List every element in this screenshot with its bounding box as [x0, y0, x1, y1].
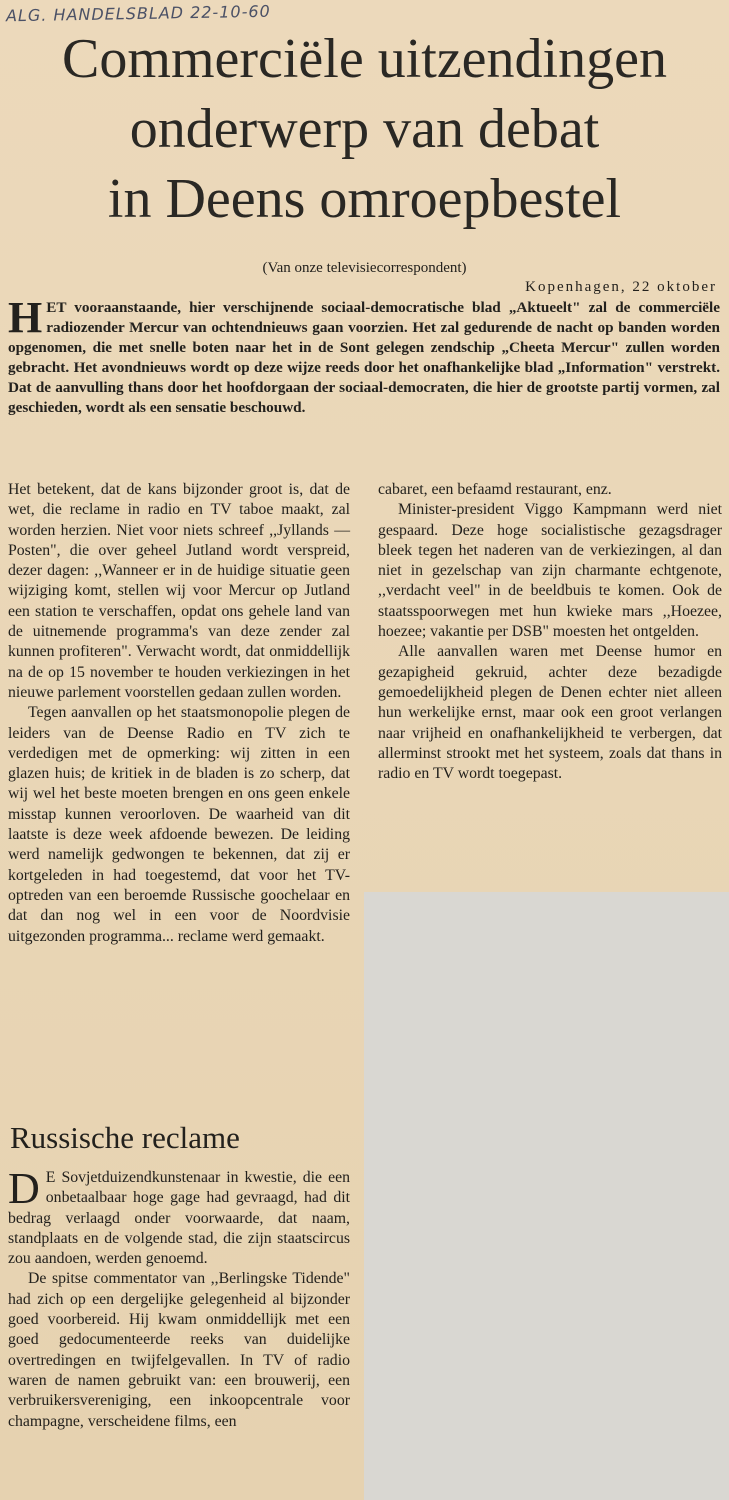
column-1-paragraph-2: Tegen aanvallen op het staatsmonopolie plegen de leiders van de Deense Radio en TV zich te verdedigen met de opmerking: wij zitten in een glazen huis; de kritiek in de bladen is zo scherp, dat wij wel het beste moeten brengen en ons geen enkele misstap kunnen veroorloven. De waarheid van dit laatste is deze week afdoende bewezen. De leiding werd namelijk gedwongen te bekennen, dat zij er kortgeleden in had toegestemd, dat voor het TV-optreden van een beroemde Russische goochelaar en dat dan nog wel in een voor de Noordvisie uitgezonden programma... reclame werd gemaakt.	[8, 704, 350, 945]
column-2-paragraph-1: cabaret, een befaamd restaurant, enz.	[378, 481, 612, 498]
background-patch	[364, 892, 729, 1500]
column-2-paragraph-2: Minister-president Viggo Kampmann werd niet gespaard. Deze hoge socialistische gezagsdrager bleek tegen het naderen van de verkiezingen, al dan niet in gezelschap van zijn charmante echtgenote, ,,verdacht veel" in de beeldbuis te komen. Ook de staatsspoorwegen met hun kwieke mars ,,Hoezee, hoezee; vakantie per DSB" moesten het ontgelden.	[378, 501, 722, 641]
lead-dropcap: H	[8, 293, 43, 342]
headline-line-1: Commerciële uitzendingen	[62, 28, 667, 90]
lead-paragraph	[8, 293, 720, 418]
column-2-paragraph-3: Alle aanvallen waren met Deense humor en gezapigheid gekruid, achter deze bezadigde gemoedelijkheid plegen de Denen echter niet alleen hun werkelijke ernst, maar ook een groot verlangen naar vrijheid en onafhankelijkheid te verbergen, dat allerminst strookt met het systeem, zoals dat thans in radio en TV wordt toegepast.	[378, 643, 722, 783]
column-3-paragraph-2: De spitse commentator van ,,Berlingske Tidende" had zich op een dergelijke gelegenheid al bijzonder goed voorbereid. Hij kwam onmiddellijk met een goed gedocumenteerde reeks van duidelijke overtredingen en twijfelgevallen. In TV of radio waren de namen gebruikt van: een brouwerij, een verbruikersvereniging, een inkoopcentrale voor champagne, verscheidene films, een	[8, 1270, 350, 1430]
lead-text: ET vooraanstaande, hier verschijnende sociaal-democratische blad „Aktueelt" zal de commerciële radiozender Mercur van ochtendnieuws gaan voorzien. Het zal gedurende de nacht op banden worden opgenomen, die met snelle boten naar het in de Sont gelegen zendschip „Cheeta Mercur" zullen worden gebracht. Het avondnieuws wordt op deze wijze reeds door het onafhankelijke blad „Information" verstrekt. Dat de aanvulling thans door het hoofdorgaan der sociaal-democraten, die hier de grootste partij vormen, zal geschieden, wordt als een sensatie beschouwd.	[8, 299, 720, 416]
subheading: Russische reclame	[10, 1120, 240, 1155]
headline-line-3: in Deens omroepbestel	[107, 168, 622, 230]
headline-line-2: onderwerp van debat	[129, 98, 600, 160]
column-1	[8, 480, 350, 947]
column-3-dropcap: D	[8, 1164, 40, 1213]
dateline: Kopenhagen, 22 oktober	[525, 279, 717, 295]
column-3	[8, 1164, 350, 1432]
byline: (Van onze televisiecorrespondent)	[262, 260, 467, 276]
column-3-paragraph-1-text: E Sovjetduizendkunstenaar in kwestie, die een onbetaalbaar hoge gage had gevraagd, had dit bedrag verlaagd onder voorwaarde, dat naam, standplaats en de volgende stad, die zijn staatscircus zou aandoen, werden genoemd.	[8, 1169, 350, 1268]
column-3-paragraph-1	[8, 1164, 350, 1269]
headline	[0, 24, 729, 234]
column-1-paragraph-1: Het betekent, dat de kans bijzonder groot is, dat de wet, die reclame in radio en TV taboe maakt, zal worden herzien. Niet voor niets schreef ,,Jyllands — Posten", die over geheel Jutland wordt verspreid, dezer dagen: ,,Wanneer er in de huidige situatie geen wijziging komt, stellen wij voor Mercur op Jutland een station te verschaffen, opdat ons gehele land van de uitnemende programma's van deze zender zal kunnen profiteren". Verwacht wordt, dat onmiddellijk na de op 15 november te houden verkiezingen in het nieuwe parlement voorstellen gedaan zullen worden.	[8, 481, 350, 701]
column-2	[378, 480, 722, 784]
handwritten-note: ALG. HANDELSBLAD 22-10-60	[5, 1, 271, 26]
